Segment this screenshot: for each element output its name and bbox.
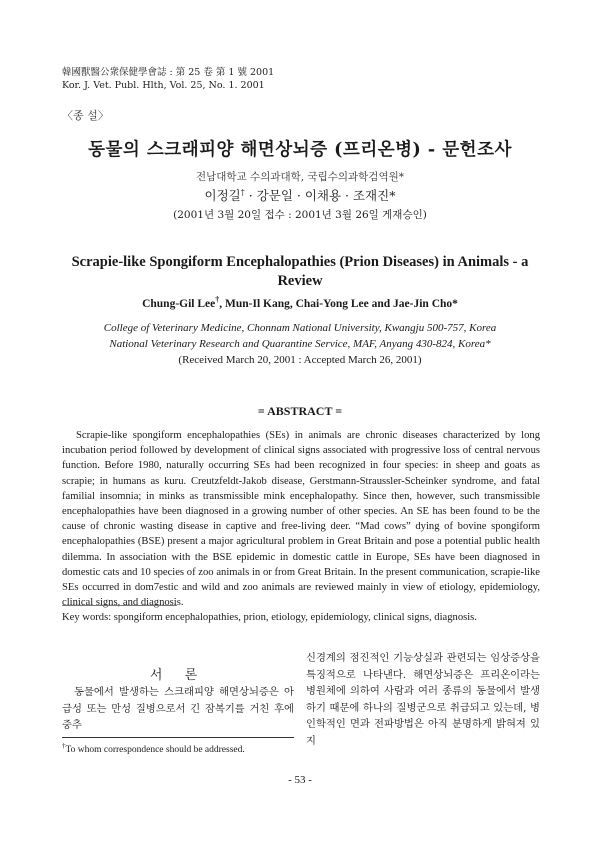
korean-first-author: 이정길	[204, 188, 241, 203]
page-number: - 53 -	[288, 774, 312, 786]
footnote-divider	[62, 737, 294, 738]
footnote	[62, 742, 245, 755]
english-other-authors: , Mun-Il Kang, Chai-Yong Lee and Jae-Jin Cho*	[219, 297, 458, 310]
english-corresponding-dagger: †	[215, 295, 220, 304]
korean-title: 동물의 스크래피양 해면상뇌증 (프리온병) - 문헌조사	[88, 140, 512, 160]
korean-dates: (2001년 3월 20일 접수 : 2001년 3월 26일 게재승인)	[173, 209, 427, 221]
introduction-left-column: 동물에서 발생하는 스크래피양 해면상뇌증은 아급성 또는 만성 질병으로서 긴 잠복기를 거친 후에 중추	[62, 686, 294, 732]
abstract-heading: = ABSTRACT =	[257, 404, 343, 418]
english-affiliations	[0, 320, 600, 352]
keywords-text: : spongiform encephalopathies, prion, etiology, epidemiology, clinical signs, diagnosis.	[108, 612, 477, 623]
korean-affiliation: 전남대학교 수의과대학, 국립수의과학검역원*	[196, 171, 404, 183]
english-dates: (Received March 20, 2001 : Accepted March 26, 2001)	[178, 354, 422, 366]
footnote-dagger: †	[62, 742, 66, 750]
english-title: Scrapie-like Spongiform Encephalopathies (Prion Diseases) in Animals - a Review	[71, 254, 529, 289]
korean-other-authors: · 강문일 · 이채용 · 조재진*	[244, 188, 396, 203]
abstract-body: Scrapie-like spongiform encephalopathies (SEs) in animals are chronic diseases characterized by long incubation period followed by development of clinical signs associated with progressive loss of central nervous function. Before 1980, naturally occurring SEs had been recognized in four species: in sheep and goats as scrapie; in humans as kuru. Creutzfeldt-Jakob disease, Gerstmann-Straussler-Scheinker syndrome, and fatal familial insomnia; in minks as transmissible mink encephalopathy. Since then, however, such transmissible encephalopathies have been diagnosed in a growing number of other species. An SE has been found to be the cause of chronic wasting disease in captive and free-living deer. “Mad cows” dying of bovine spongiform encephalopathies (BSE) present a major agricultural problem in Great Britain and pose a potential public health dilemma. In association with the BSE epidemic in domestic cattle in Europe, SEs have been diagnosed in domestic cats and 10 species of zoo animals in or from Great Britain. In the present communication, scrapie-like SEs occurred in dom7estic and wild and zoo animals are reviewed mainly in view of etiology, epidemiology, clinical signs, and diagnosis.	[62, 430, 540, 609]
abstract-divider	[62, 605, 177, 606]
corresponding-dagger: †	[240, 187, 245, 197]
english-first-author: Chung-Gil Lee	[142, 297, 216, 310]
affiliation-2: National Veterinary Research and Quarantine Service, MAF, Anyang 430-824, Korea*	[109, 338, 491, 350]
english-authors	[0, 295, 600, 310]
footnote-text: To whom correspondence should be addressed.	[65, 745, 245, 756]
introduction-heading: 서 론	[149, 668, 207, 683]
journal-header	[62, 66, 274, 92]
journal-name-korean: 韓國獸醫公衆保健學會誌 : 第 25 卷 第 1 號 2001	[62, 67, 275, 78]
introduction-right-column: 신경계의 점진적인 기능상실과 관련되는 임상증상을 특징적으로 나타낸다. 해면상뇌증은 프리온이라는 병원체에 의하여 사람과 여러 종류의 동물에서 발생하기 때문에 하나의 질병군으로 취급되고 있는데, 병인학적인 면과 전파방법은 아직 분명하게 밝혀져 있지	[306, 652, 540, 747]
article-category: 〈종 설〉	[62, 109, 109, 122]
keywords	[62, 612, 540, 623]
korean-authors	[0, 186, 600, 204]
keywords-label: Key words	[62, 612, 109, 623]
journal-name-english: Kor. J. Vet. Publ. Hlth, Vol. 25, No. 1. 2001	[62, 80, 265, 91]
affiliation-1: College of Veterinary Medicine, Chonnam National University, Kwangju 500-757, Korea	[103, 322, 497, 334]
